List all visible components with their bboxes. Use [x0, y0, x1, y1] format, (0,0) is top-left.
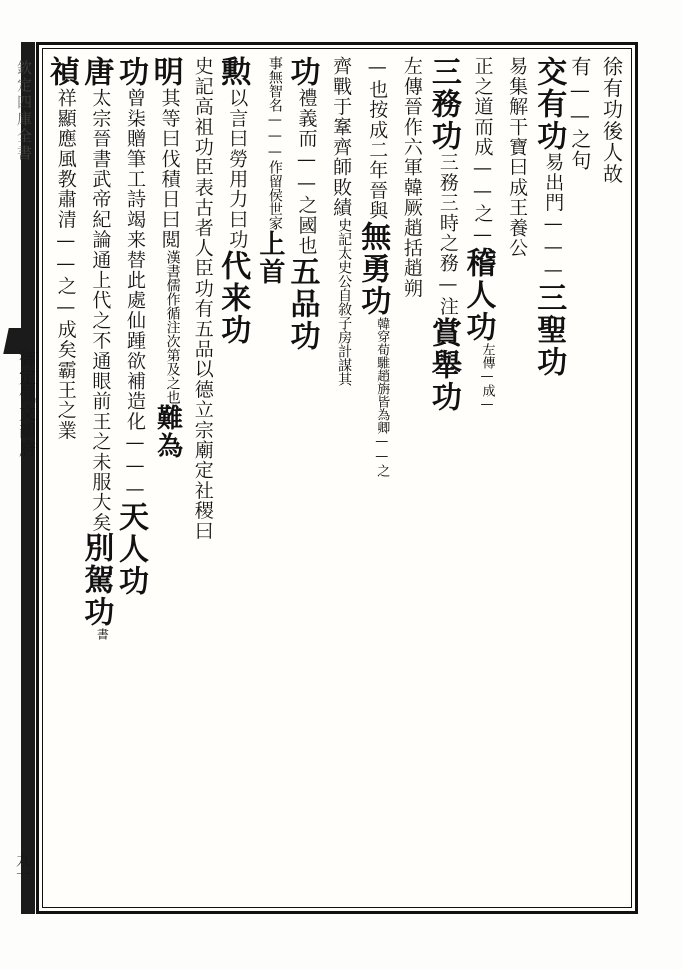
column-9-body: 齊戰于鞌齊師敗績: [330, 56, 353, 218]
column-15-headchar: 功: [112, 56, 148, 88]
text-column-10: [284, 50, 319, 906]
column-10-body: 禮義而——之國也: [295, 88, 318, 256]
column-13-body: 史記高祖功臣表古者人臣功有五品以德立宗廟定社稷曰: [191, 56, 214, 541]
book-title-margin: 御定佩文韻府: [15, 350, 35, 458]
column-14-body: 其等曰伐積日曰閲: [158, 88, 181, 250]
column-16-headchar: 唐: [78, 56, 114, 88]
text-column-13: [182, 50, 215, 906]
headword-wu-pin-gong: 五品功: [284, 255, 320, 352]
headword-ji-ren-gong: 稽人功: [460, 246, 496, 343]
text-column-3: [529, 50, 565, 906]
text-column-14: [147, 50, 182, 906]
column-8-body: —也按成二年晉與: [366, 56, 389, 221]
text-column-15: [112, 50, 147, 906]
column-12-body: 以言曰勞用力曰功: [226, 88, 249, 250]
column-9-note: 史記太史公自敘子房計謀其: [336, 217, 353, 386]
margin-note: 欽定四庫全書: [15, 60, 33, 162]
text-columns: [44, 50, 630, 906]
column-2-text: 有——之句: [567, 56, 592, 172]
text-column-9: [319, 50, 354, 906]
headword-tian-ren-gong: 天人功: [112, 501, 148, 597]
text-column-2: [565, 50, 597, 906]
text-column-4: [495, 50, 530, 906]
text-column-5: [460, 50, 495, 906]
text-column-6: [424, 50, 460, 906]
column-1-text: 徐有功後人故: [599, 56, 624, 185]
column-16-tail: 書: [95, 628, 110, 641]
column-14-headchar: 明: [147, 56, 183, 88]
headword-dai-lai-gong: 代来功: [215, 249, 251, 346]
column-12-headchar: 勲: [215, 56, 251, 88]
text-column-11: [249, 50, 284, 906]
text-column-16: [78, 50, 113, 906]
left-margin: [0, 50, 34, 910]
column-14-tail: 難為: [152, 403, 183, 460]
column-5-note: 左傳—成—: [479, 342, 495, 412]
column-17-body: 祥顯應風教肅清——之—成矣霸王之業: [54, 88, 77, 441]
column-15-body: 曾柒贈筆工詩竭来替此處仙踵欲補造化———: [123, 88, 146, 501]
headword-wu-yong-gong: 無勇功: [355, 220, 391, 317]
text-column-8: [353, 50, 389, 906]
column-17-headchar: 禎: [43, 56, 79, 88]
column-4-quote: 易集解干寶曰成王養公: [506, 56, 529, 258]
text-column-17: [44, 50, 78, 906]
headword-bie-jia-gong: 別駕功: [78, 532, 114, 629]
headword-san-sheng-gong: 三聖功: [531, 282, 567, 379]
column-14-note: 漢書儒作循注次第及之也: [164, 249, 181, 404]
column-7-quote: 左傳晉作六軍韓厥趙括趙朔: [400, 56, 423, 299]
headword-jiao-you-gong: 交有功: [531, 56, 567, 152]
column-16-body: 太宗晉書武帝紀論通上代之不通眼前王之未服大矣: [89, 88, 112, 533]
headword-shang-ju-gong: 賞舉功: [425, 316, 461, 413]
column-10-headchar: 功: [284, 56, 320, 88]
column-11-tail: 上首: [254, 230, 285, 286]
column-3-body: 易出門———: [542, 152, 565, 283]
column-6-body: 三務三時之務—注: [436, 152, 459, 317]
column-11-note: 事無智名———作留侯世家: [266, 56, 283, 230]
column-5-body: 正之道而成——之—: [471, 56, 494, 247]
text-column-12: [215, 50, 250, 906]
headword-san-wu-gong: 三務功: [425, 56, 461, 152]
column-8-note: 韓穿荀騅趙旃皆為卿——之: [374, 316, 390, 477]
text-column-7: [389, 50, 424, 906]
text-column-1: [597, 50, 630, 906]
page-number: 九一: [14, 852, 32, 882]
